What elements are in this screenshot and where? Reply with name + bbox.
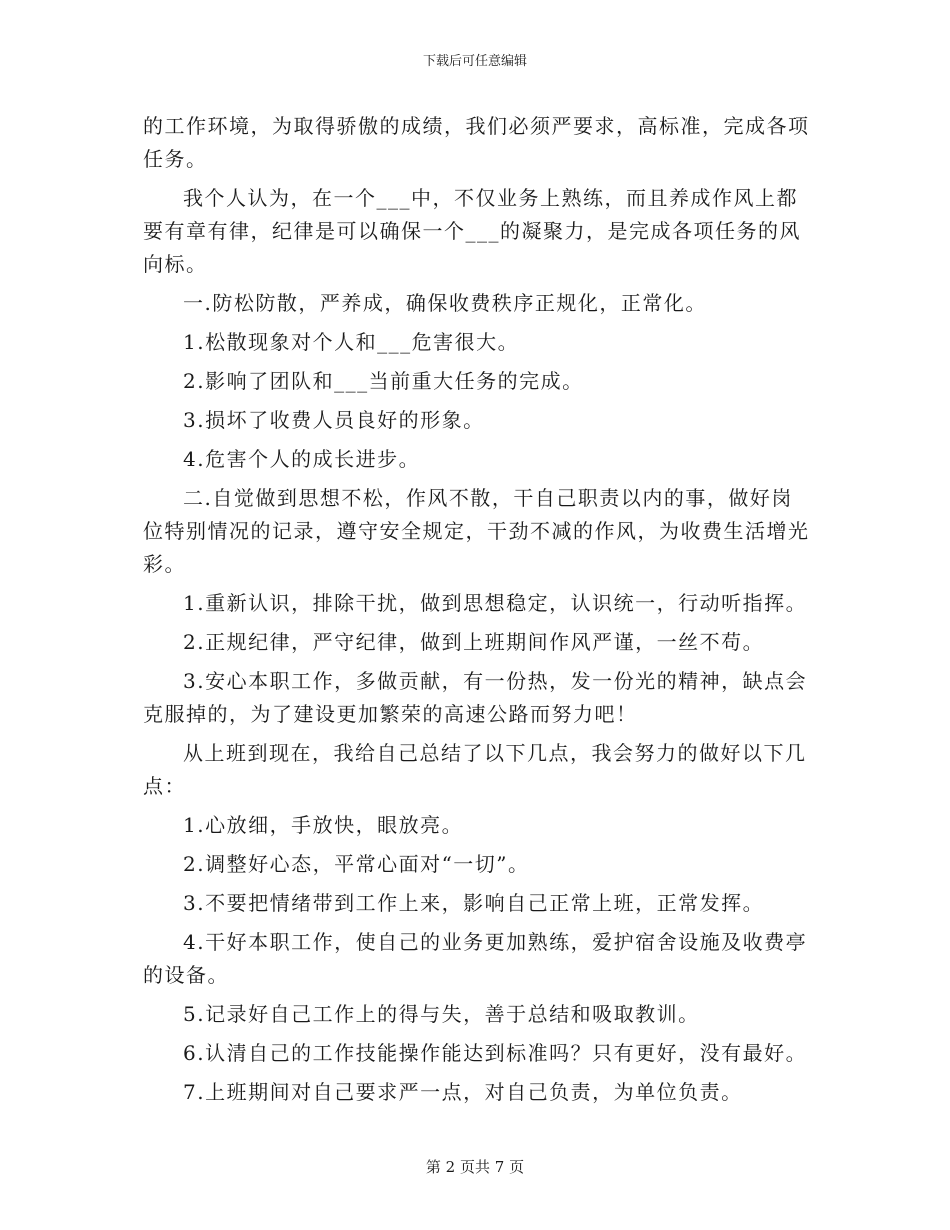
- list-item: 1.心放细，手放快，眼放亮。: [183, 813, 464, 837]
- page-header: 下载后可任意编辑: [422, 54, 527, 69]
- list-item: 3.安心本职工作，多做贡献，有一份热，发一份光的精神，缺点会克服掉的，为了建设更加繁荣的高速公路而努力吧！: [143, 669, 808, 726]
- section-heading: 一.防松防散，严养成，确保收费秩序正规化，正常化。: [183, 291, 707, 315]
- list-item: 3.损坏了收费人员良好的形象。: [183, 408, 485, 432]
- list-item: 4.危害个人的成长进步。: [183, 447, 421, 471]
- paragraph: 的工作环境，为取得骄傲的成绩，我们必须严要求，高标准，完成各项任务。: [143, 114, 810, 171]
- list-item: 4.干好本职工作，使自己的业务更加熟练，爱护宿舍设施及收费亭的设备。: [143, 930, 808, 987]
- list-item: 7.上班期间对自己要求严一点，对自己负责，为单位负责。: [183, 1080, 743, 1104]
- page-footer: 第 2 页共 7 页: [425, 1158, 525, 1176]
- list-item: 2.正规纪律，严守纪律，做到上班期间作风严谨，一丝不苟。: [183, 630, 765, 654]
- list-item: 1.重新认识，排除干扰，做到思想稳定，认识统一，行动听指挥。: [183, 591, 808, 615]
- list-item: 6.认清自己的工作技能操作能达到标准吗？只有更好，没有最好。: [183, 1041, 808, 1065]
- paragraph: 我个人认为，在一个___中，不仅业务上熟练，而且养成作风上都要有章有律，纪律是可以确保一个___的凝聚力，是完成各项任务的风向标。: [143, 186, 801, 276]
- paragraph: 从上班到现在，我给自己总结了以下几点，我会努力的做好以下几点：: [143, 741, 807, 798]
- list-item: 5.记录好自己工作上的得与失，善于总结和吸取教训。: [183, 1002, 700, 1026]
- document-body: [143, 110, 811, 1115]
- list-item: 2.影响了团队和___当前重大任务的完成。: [183, 369, 584, 393]
- list-item: 2.调整好心态，平常心面对“一切”。: [183, 852, 530, 876]
- list-item: 3.不要把情绪带到工作上来，影响自己正常上班，正常发挥。: [183, 891, 765, 915]
- section-heading: 二.自觉做到思想不松，作风不散，干自己职责以内的事，做好岗位特别情况的记录，遵守安全规定，干劲不减的作风，为收费生活增光彩。: [143, 486, 810, 576]
- list-item: 1.松散现象对个人和___危害很大。: [183, 330, 520, 354]
